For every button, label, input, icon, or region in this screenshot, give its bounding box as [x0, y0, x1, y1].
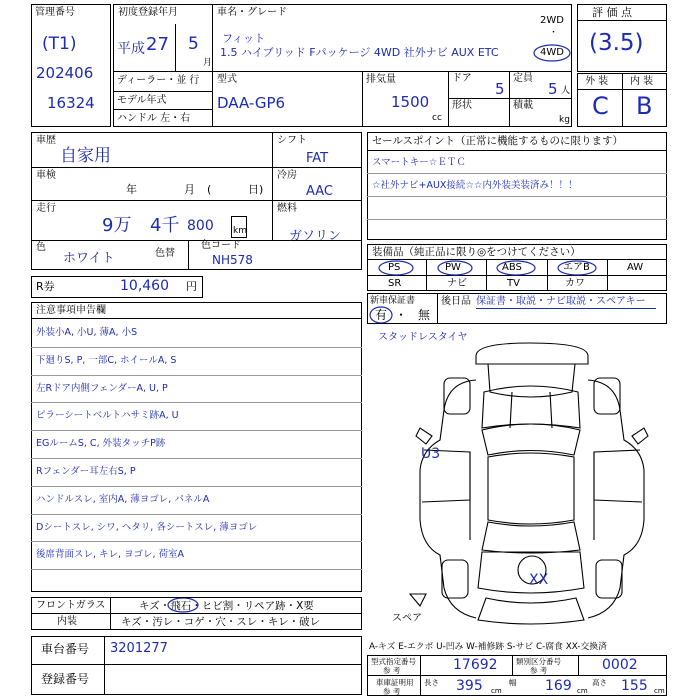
spare-label: スペア — [392, 613, 422, 624]
notes-label: 注意事項申告欄 — [36, 305, 106, 316]
note-item: Dシートスレ, シワ, ヘタリ, 各シートスレ, 薄ヨゴレ — [36, 522, 258, 533]
note-item: 外装小A, 小U, 薄A, 小S — [36, 327, 138, 338]
equip-navi: ナビ — [447, 278, 467, 289]
front-glass-value: キズ・飛石・ヒビ割・リペア跡・X要 — [139, 600, 314, 612]
category-value: 0002 — [602, 657, 638, 673]
history-value: 自家用 — [60, 146, 111, 166]
height-unit: cm — [654, 687, 665, 695]
interior-label: 内 装 — [630, 76, 654, 87]
interior-cond-label: 内装 — [57, 616, 77, 627]
mgmt-number-2: 16324 — [47, 94, 95, 112]
studless-tire-note: スタッドレスタイヤ — [378, 332, 468, 343]
equip-airbag: エアB — [563, 262, 590, 273]
handle-label: ハンドル 左・右 — [117, 113, 191, 124]
type-designation-label: 型式指定番号 — [371, 657, 416, 666]
drive-4wd: 4WD — [540, 47, 564, 58]
type-designation-ref: 参 考 — [383, 666, 401, 675]
inspection-month: 月 — [184, 183, 195, 196]
interior-cond-value: キズ・汚レ・コゲ・穴・スレ・キレ・破レ — [121, 616, 321, 628]
equip-tv: TV — [507, 278, 520, 289]
inspection-year: 年 — [126, 183, 137, 196]
displacement-label: 排気量 — [366, 74, 396, 85]
width-label: 幅 — [509, 678, 517, 687]
note-item: ハンドルスレ, 室内A, 薄ヨゴレ, パネルA — [36, 494, 210, 505]
warranty-no: 無 — [418, 308, 431, 322]
inspection-label: 車検 — [36, 170, 56, 181]
warranty-label: 新車保証書 — [370, 296, 416, 306]
fuel-value: ガソリン — [289, 229, 342, 244]
chassis-label: 車台番号 — [41, 642, 90, 656]
retrofit-value: 保証書・取説・ナビ取説・スペアキー — [476, 296, 646, 307]
category-ref: 参 考 — [530, 666, 548, 675]
warranty-yes: 有 — [375, 308, 388, 322]
note-item: 下廻りS, P, 一部C, ホイールA, S — [36, 355, 177, 366]
exterior-label: 外 装 — [585, 76, 609, 87]
seats-unit: 人 — [561, 86, 571, 96]
type-label: 型式 — [217, 74, 237, 85]
model-year-label: モデル年式 — [117, 95, 167, 106]
car-name: フィット — [222, 32, 266, 45]
load-unit: kg — [559, 115, 570, 125]
width-unit: cm — [577, 687, 588, 695]
equip-pw: PW — [445, 262, 461, 273]
type-value: DAA-GP6 — [217, 94, 286, 112]
doors-value: 5 — [495, 80, 505, 98]
equip-leather: カワ — [565, 278, 585, 289]
drive-2wd: 2WD — [540, 15, 564, 26]
length-unit: cm — [491, 687, 502, 695]
shift-value: FAT — [306, 151, 329, 166]
displacement-value: 1500 — [391, 93, 430, 111]
first-reg-month-unit: 月 — [203, 58, 213, 68]
r-ticket-label: R券 — [36, 280, 55, 293]
history-label: 車歴 — [36, 135, 56, 146]
mileage-unit: km — [233, 226, 247, 236]
shift-label: シフト — [277, 135, 307, 146]
cooler-value: AAC — [306, 184, 333, 199]
damage-legend: A-キズ E-エクボ U-凹み W-補修跡 S-サビ C-腐食 XX-交換済 — [369, 642, 607, 652]
drive-dot: ・ — [549, 28, 559, 38]
mileage-label: 走行 — [36, 203, 56, 214]
inspection-day: 日) — [248, 183, 264, 196]
load-label: 積載 — [513, 100, 533, 111]
seats-label: 定員 — [513, 73, 533, 84]
length-label: 長さ — [424, 678, 439, 687]
damage-mark-xx: XX — [529, 572, 549, 588]
grade: 1.5 ハイブリッド Fパッケージ 4WD 社外ナビ AUX ETC — [220, 46, 499, 59]
equip-sr: SR — [388, 278, 402, 289]
mgmt-label: 管理番号 — [35, 7, 75, 18]
note-item: 後席背面スレ, キレ, ヨゴレ, 荷室A — [36, 549, 185, 560]
damage-mark-u3: U3 — [421, 446, 441, 462]
r-ticket-value: 10,460 — [120, 278, 169, 294]
height-label: 高さ — [592, 678, 607, 687]
color-value: ホワイト — [63, 251, 115, 266]
first-reg-month: 5 — [188, 34, 199, 54]
mileage-rest: 800 — [187, 218, 214, 234]
seats-value: 5 — [548, 80, 558, 98]
width-value: 169 — [545, 678, 572, 694]
note-item: 左Rドア内側フェンダーA, U, P — [36, 383, 168, 394]
doors-label: ドア — [452, 73, 472, 84]
mgmt-code: (T1) — [42, 34, 77, 54]
repaint-label: 色替 — [155, 248, 175, 259]
mileage-sen: 4千 — [150, 215, 180, 236]
first-reg-era: 平成 — [117, 41, 145, 57]
cert-label: 車庫証明用 — [376, 678, 414, 687]
shape-label: 形状 — [452, 100, 472, 111]
r-ticket-unit: 円 — [186, 280, 197, 293]
cert-ref: 参 考 — [383, 687, 401, 696]
equip-abs: ABS — [502, 262, 522, 273]
sales-points-label: セールスポイント（正常に機能するものに限ります） — [372, 135, 624, 147]
first-reg-label: 初度登録年月 — [118, 7, 178, 18]
exterior-grade: C — [592, 92, 609, 120]
note-item: Rフェンダー耳左右S, P — [36, 466, 136, 477]
front-glass-label: フロントガラス — [36, 600, 106, 611]
color-code-value: NH578 — [212, 253, 253, 267]
category-label: 類別区分番号 — [516, 657, 561, 666]
score-value: (3.5) — [589, 30, 644, 56]
type-designation-value: 17692 — [453, 657, 498, 673]
note-item: EGルームS, C, 外装タッチP跡 — [36, 438, 166, 449]
mgmt-number-1: 202406 — [36, 64, 94, 82]
dealer-label: ディーラー・並 行 — [117, 75, 200, 86]
registration-label: 登録番号 — [41, 672, 90, 686]
equip-ps: PS — [388, 262, 401, 273]
chassis-value: 3201277 — [110, 641, 168, 656]
sales-point-1: スマートキー☆ＥＴＣ — [372, 157, 466, 168]
color-code-label: 色コード — [201, 240, 241, 251]
interior-grade: B — [636, 92, 653, 120]
displacement-unit: cc — [432, 113, 442, 123]
equipment-label: 装備品（純正品に限り◎をつけてください） — [372, 246, 581, 258]
inspection-day-open: ( — [207, 183, 212, 196]
color-label: 色 — [36, 242, 46, 253]
note-item: ピラーシートベルトハサミ跡A, U — [36, 410, 179, 421]
fuel-label: 燃料 — [277, 203, 297, 214]
score-label: 評 価 点 — [592, 6, 632, 19]
cooler-label: 冷房 — [277, 170, 297, 181]
warranty-sep: ・ — [395, 308, 408, 322]
retrofit-label: 後日品 — [441, 296, 471, 307]
name-grade-label: 車名・グレード — [217, 7, 287, 18]
length-value: 395 — [456, 678, 483, 694]
mileage-man: 9万 — [102, 215, 132, 236]
sales-point-2: ☆社外ナビ+AUX接続☆☆内外装美装済み！！！ — [372, 180, 578, 191]
first-reg-year: 27 — [146, 34, 169, 55]
height-value: 155 — [621, 678, 648, 694]
equip-aw: AW — [627, 262, 644, 273]
